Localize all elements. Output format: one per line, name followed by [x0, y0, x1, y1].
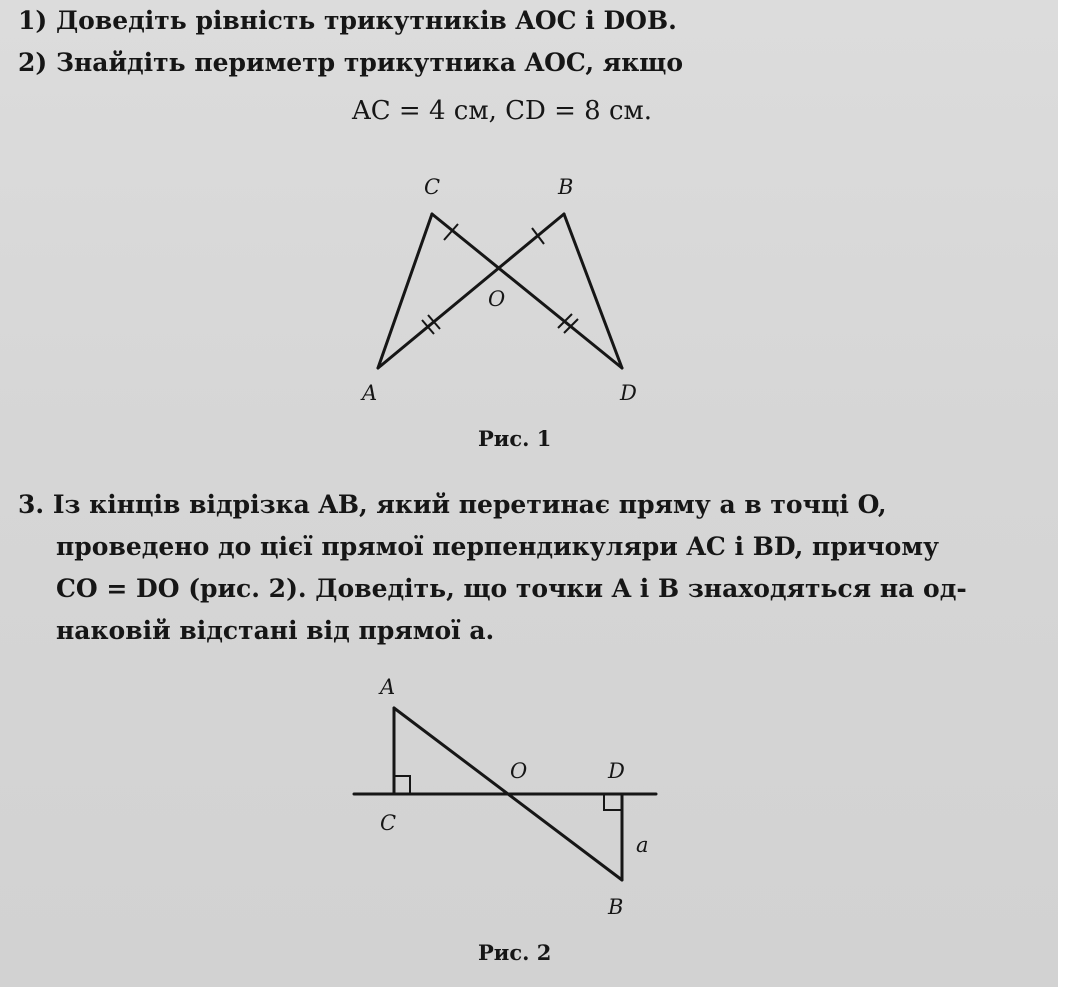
label-c: C [380, 811, 397, 835]
label-o: O [510, 759, 528, 783]
figure-1 [340, 168, 680, 428]
label-o: O [488, 287, 506, 311]
label-a: A [380, 675, 396, 699]
label-d: D [608, 759, 625, 783]
figure-2 [340, 670, 680, 930]
figure2-caption: Рис. 2 [478, 940, 552, 965]
label-b: B [608, 895, 624, 919]
task3-line1-text: Із кінців відрізка AB, який перетинає пряму a в точці O, [52, 490, 887, 519]
task1-item1-text: Доведіть рівність трикутників AOC і DOB. [55, 6, 677, 35]
right-angle-d [604, 794, 622, 810]
task3-line2: проведено до цієї прямої перпендикуляри AC і BD, причому [56, 532, 940, 561]
task1-item2: 2) Знайдіть периметр трикутника AOC, якщо [18, 48, 684, 77]
task1-item1: 1) Доведіть рівність трикутників AOC і DOB. [18, 6, 677, 35]
task1-given: AC = 4 см, CD = 8 см. [352, 96, 653, 126]
task1-item2-text: Знайдіть периметр трикутника AOC, якщо [55, 48, 684, 77]
label-a: A [362, 381, 378, 405]
label-line-a: a [636, 833, 649, 857]
label-c: C [424, 175, 441, 199]
label-d: D [620, 381, 637, 405]
label-b: B [558, 175, 574, 199]
right-angle-c [394, 776, 410, 794]
figure1-caption: Рис. 1 [478, 426, 552, 451]
task3-line3: CO = DO (рис. 2). Доведіть, що точки A і B знаходяться на од- [56, 574, 967, 603]
task3-line1: 3. Із кінців відрізка AB, який перетинає пряму a в точці O, [18, 490, 887, 519]
task3-line4: наковій відстані від прямої a. [56, 616, 495, 645]
page-edge [1058, 0, 1066, 987]
